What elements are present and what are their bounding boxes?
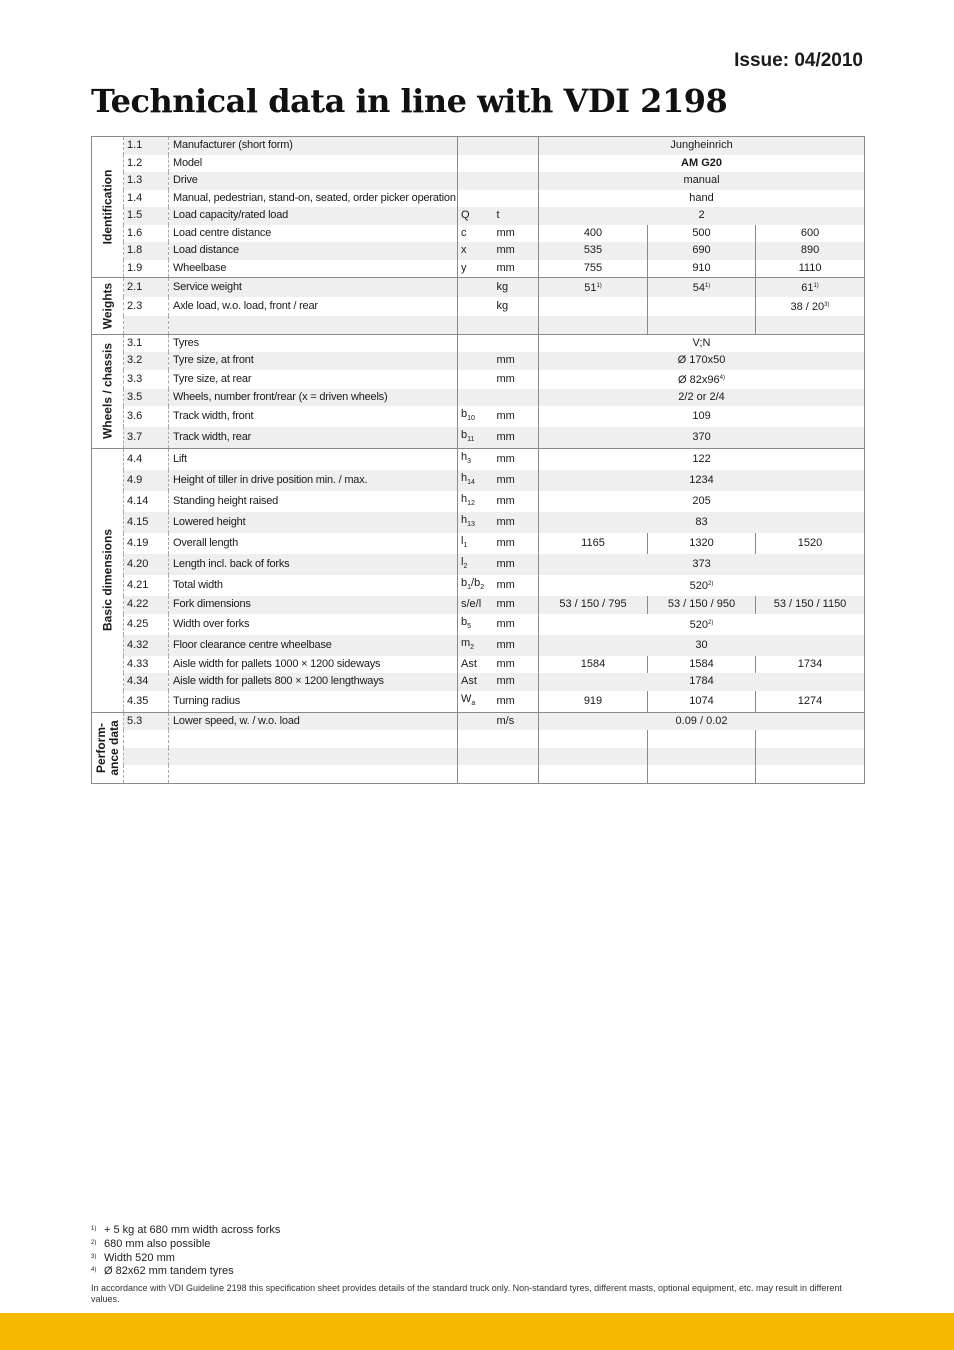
- row-description: Standing height raised: [169, 491, 458, 512]
- row-value: 910: [648, 260, 756, 278]
- table-row: [92, 554, 865, 575]
- row-value: [539, 748, 648, 766]
- footnote-ref: 4): [719, 374, 725, 381]
- row-description: Axle load, w.o. load, front / rear: [169, 297, 458, 316]
- disclaimer: In accordance with VDI Guideline 2198 this specification sheet provides details of the standard truck only. Non-standard tyres, different masts, optional equipment, etc. may result in different values.: [91, 1283, 842, 1305]
- row-number: 3.5: [124, 389, 169, 407]
- row-value: manual: [539, 172, 865, 190]
- footnote-ref: 2): [708, 619, 714, 626]
- brand-color-bar: [0, 1313, 954, 1350]
- table-row: [92, 370, 865, 389]
- footnote-mark: 2): [91, 1239, 97, 1246]
- table-row: [92, 656, 865, 674]
- row-value: V;N: [539, 334, 865, 352]
- row-symbol: [458, 334, 493, 352]
- row-unit: mm: [493, 635, 539, 656]
- row-value: 1320: [648, 533, 756, 554]
- row-symbol: [458, 316, 493, 334]
- row-unit: mm: [493, 449, 539, 471]
- table-row: [92, 575, 865, 596]
- row-unit: mm: [493, 242, 539, 260]
- row-value: 109: [692, 410, 711, 422]
- row-symbol: $h_{14}$: [458, 470, 493, 491]
- row-description: Aisle width for pallets 800 × 1200 lengthways: [169, 673, 458, 691]
- row-number: 1.5: [124, 207, 169, 225]
- row-value: hand: [689, 191, 714, 204]
- row-number: 4.19: [124, 533, 169, 554]
- row-number: 1.8: [124, 242, 169, 260]
- row-value: 1734: [797, 657, 823, 670]
- row-description: Lower speed, w. / w.o. load: [169, 712, 458, 730]
- table-row: [92, 712, 865, 730]
- table-row: [92, 730, 865, 748]
- row-value: 2: [539, 207, 865, 225]
- row-value: 83: [539, 512, 865, 533]
- row-symbol: c: [461, 226, 467, 239]
- row-description: Model: [169, 155, 458, 173]
- row-number: 4.22: [124, 596, 169, 614]
- row-number: 1.6: [124, 225, 169, 243]
- row-description: Wheels, number front/rear (x = driven wheels): [169, 389, 458, 407]
- footnote-ref: 1): [813, 283, 819, 289]
- table-row: [92, 207, 865, 225]
- footnote-ref: 2): [708, 581, 714, 587]
- row-description: Aisle width for pallets 1000 × 1200 sideways: [169, 656, 458, 674]
- group-label-cell: [92, 712, 124, 783]
- row-value: [539, 316, 648, 334]
- row-unit: t: [493, 207, 539, 225]
- row-number: 4.14: [124, 491, 169, 512]
- row-value: 51$^{1)}$: [539, 278, 648, 298]
- row-description: Wheelbase: [169, 260, 458, 278]
- row-number: 4.9: [124, 470, 169, 491]
- row-symbol: $h_{12}$: [461, 493, 475, 507]
- row-value: [756, 316, 865, 334]
- footnote: [91, 1224, 861, 1238]
- row-unit: mm: [493, 225, 539, 243]
- row-value: 30: [539, 635, 865, 656]
- row-number: [124, 730, 169, 748]
- row-unit: mm: [493, 512, 539, 533]
- row-description: Total width: [169, 575, 458, 596]
- row-unit: mm: [493, 352, 539, 370]
- symbol-subscript: 12: [467, 500, 475, 507]
- row-number: 4.15: [124, 512, 169, 533]
- group-label: Perform- ance data: [93, 719, 121, 776]
- table-row: [92, 614, 865, 635]
- spec-table: [91, 136, 865, 784]
- row-symbol: [458, 730, 493, 748]
- row-number: 4.25: [124, 614, 169, 635]
- row-value: 890: [756, 242, 865, 260]
- footnote-text: Ø 82x62 mm tandem tyres: [104, 1265, 234, 1278]
- row-symbol: Q: [458, 207, 493, 225]
- row-value: 500: [648, 225, 756, 243]
- row-number: 1.3: [124, 172, 169, 190]
- row-unit: mm: [493, 691, 539, 713]
- row-unit: mm: [493, 614, 539, 635]
- symbol-subscript: a: [471, 699, 476, 707]
- footnote-text: + 5 kg at 680 mm width across forks: [104, 1224, 281, 1236]
- footnote-text: Width 520 mm: [104, 1251, 175, 1264]
- row-symbol: x: [458, 242, 493, 260]
- symbol-subscript: 2: [463, 563, 468, 570]
- row-value: [648, 316, 756, 334]
- row-description: [169, 316, 458, 334]
- row-number: 2.3: [124, 297, 169, 316]
- row-value: 1584: [648, 656, 756, 674]
- row-value: Ø 82x96$^{4)}$: [678, 373, 725, 386]
- row-value: [539, 765, 648, 783]
- row-value: [756, 765, 865, 783]
- row-value: 373: [539, 554, 865, 575]
- row-unit: mm: [493, 427, 539, 449]
- row-number: 4.4: [124, 449, 169, 471]
- footnote-mark: 3): [91, 1253, 97, 1260]
- table-row: [92, 470, 865, 491]
- group-label-cell: [92, 334, 124, 449]
- row-description: Tyre size, at rear: [169, 370, 458, 389]
- row-value: 919: [539, 691, 648, 713]
- row-number: 5.3: [124, 712, 169, 730]
- row-unit: mm: [493, 656, 539, 674]
- row-symbol: Ast: [461, 657, 477, 670]
- group-label-cell: [92, 137, 124, 278]
- footnote: [91, 1265, 861, 1279]
- row-value: 205: [692, 495, 711, 507]
- table-row: [92, 334, 865, 352]
- table-row: [92, 406, 865, 427]
- row-description: Drive: [169, 172, 458, 190]
- row-value: [648, 297, 756, 316]
- row-symbol: $m_2$: [458, 635, 493, 656]
- row-value: 1784: [539, 673, 865, 691]
- footnote-mark: 4): [91, 1267, 97, 1274]
- row-symbol: [458, 712, 493, 730]
- row-unit: mm: [493, 470, 539, 491]
- symbol-subscript: 2: [480, 584, 485, 591]
- table-row: [92, 673, 865, 691]
- row-symbol: $b_{11}$: [458, 427, 493, 449]
- symbol-subscript: 2: [470, 643, 475, 651]
- row-value: 2/2 or 2/4: [539, 389, 865, 407]
- row-unit: mm: [493, 370, 539, 389]
- row-description: Load centre distance: [169, 225, 458, 243]
- row-number: 3.2: [124, 352, 169, 370]
- row-value: 600: [800, 226, 820, 239]
- row-value: 1584: [539, 656, 648, 674]
- row-value: AM G20: [681, 156, 722, 169]
- table-row: [92, 242, 865, 260]
- row-value: 1520: [797, 537, 823, 549]
- row-unit: [493, 730, 539, 748]
- row-value: 1234: [539, 470, 865, 491]
- row-symbol: $b_1/b_2$: [461, 577, 485, 591]
- table-row: [92, 765, 865, 783]
- row-symbol: [458, 190, 493, 208]
- row-unit: mm: [493, 575, 539, 596]
- row-value: 690: [648, 242, 756, 260]
- group-label: Basic dimensions: [100, 529, 114, 632]
- row-value: 1110: [756, 260, 865, 278]
- row-number: 3.6: [124, 406, 169, 427]
- row-description: [169, 730, 458, 748]
- table-row: [92, 190, 865, 208]
- row-symbol: [458, 352, 493, 370]
- row-description: [169, 765, 458, 783]
- row-unit: [493, 334, 539, 352]
- symbol-subscript: 13: [467, 521, 475, 528]
- row-unit: [493, 316, 539, 334]
- footnote: [91, 1238, 861, 1252]
- row-unit: [493, 748, 539, 766]
- row-value: [648, 765, 756, 783]
- row-value: 520$^{2)}$: [689, 580, 714, 592]
- group-label-cell: [92, 449, 124, 713]
- row-value: 0.09 / 0.02: [539, 712, 865, 730]
- footnote-ref: 1): [704, 283, 711, 289]
- row-unit: kg: [493, 297, 539, 316]
- footnote-ref: 3): [824, 302, 830, 308]
- table-row: [92, 512, 865, 533]
- row-description: Tyre size, at front: [169, 352, 458, 370]
- row-description: Length incl. back of forks: [169, 554, 458, 575]
- row-description: Manual, pedestrian, stand-on, seated, order picker operation: [169, 190, 458, 208]
- row-symbol: [458, 278, 493, 298]
- group-label-cell: [92, 278, 124, 335]
- row-number: 4.34: [124, 673, 169, 691]
- row-unit: m/s: [493, 712, 539, 730]
- row-description: Load distance: [169, 242, 458, 260]
- table-row: [92, 172, 865, 190]
- row-value: 1074: [648, 691, 756, 713]
- footnote-mark: 1): [91, 1226, 97, 1232]
- table-row: [92, 155, 865, 173]
- table-row: [92, 316, 865, 334]
- row-description: [169, 748, 458, 766]
- row-value: 520$^{2)}$: [689, 618, 714, 631]
- row-number: 4.33: [124, 656, 169, 674]
- row-number: 1.2: [124, 155, 169, 173]
- row-value: [756, 748, 865, 766]
- symbol-subscript: 3: [467, 458, 472, 465]
- row-value: 54$^{1)}$: [648, 278, 756, 298]
- issue-date: Issue: 04/2010: [734, 50, 863, 71]
- row-unit: [493, 190, 539, 208]
- row-description: Tyres: [169, 334, 458, 352]
- row-value: 370: [539, 427, 865, 449]
- table-row: [92, 635, 865, 656]
- row-unit: mm: [493, 554, 539, 575]
- row-description: Service weight: [169, 278, 458, 298]
- row-description: Track width, rear: [169, 427, 458, 449]
- row-symbol: $h_{13}$: [458, 512, 493, 533]
- table-row: [92, 278, 865, 298]
- row-symbol: Ast: [458, 673, 493, 691]
- row-value: 400: [539, 225, 648, 243]
- row-value: 61$^{1)}$: [756, 278, 865, 298]
- row-value: [756, 730, 865, 748]
- row-value: Ø 170x50: [539, 352, 865, 370]
- row-value: 755: [539, 260, 648, 278]
- row-value: 535: [539, 242, 648, 260]
- row-number: 3.7: [124, 427, 169, 449]
- row-value: [539, 297, 648, 316]
- row-symbol: $l_1$: [461, 535, 468, 549]
- row-number: 3.3: [124, 370, 169, 389]
- symbol-subscript: 1: [467, 584, 472, 591]
- row-description: Lowered height: [169, 512, 458, 533]
- symbol-subscript: 11: [467, 436, 475, 443]
- row-symbol: s/e/l: [458, 596, 493, 614]
- row-description: Floor clearance centre wheelbase: [169, 635, 458, 656]
- row-value: [648, 730, 756, 748]
- row-value: 1274: [756, 691, 865, 713]
- row-value: 53 / 150 / 1150: [756, 596, 865, 614]
- row-value: 53 / 150 / 950: [648, 596, 756, 614]
- row-symbol: y: [458, 260, 493, 278]
- row-description: Lift: [169, 449, 458, 471]
- row-unit: mm: [493, 491, 539, 512]
- symbol-subscript: 5: [467, 622, 472, 630]
- row-symbol: $b_{10}$: [461, 408, 475, 422]
- table-row: [92, 691, 865, 713]
- table-row: [92, 748, 865, 766]
- row-number: 4.32: [124, 635, 169, 656]
- row-value: 1165: [539, 533, 648, 554]
- row-symbol: [458, 765, 493, 783]
- row-number: 1.9: [124, 260, 169, 278]
- table-row: [92, 491, 865, 512]
- row-unit: kg: [493, 278, 539, 298]
- row-description: Fork dimensions: [169, 596, 458, 614]
- table-row: [92, 297, 865, 316]
- table-row: [92, 260, 865, 278]
- row-description: Turning radius: [169, 691, 458, 713]
- row-unit: mm: [493, 406, 539, 427]
- row-symbol: [458, 389, 493, 407]
- table-row: [92, 389, 865, 407]
- row-value: Jungheinrich: [539, 137, 865, 155]
- table-row: [92, 137, 865, 155]
- row-description: Load capacity/rated load: [169, 207, 458, 225]
- table-row: [92, 533, 865, 554]
- row-description: Track width, front: [169, 406, 458, 427]
- row-unit: mm: [493, 533, 539, 554]
- footnotes: [91, 1224, 861, 1305]
- row-number: [124, 316, 169, 334]
- footnote-text: 680 mm also possible: [104, 1237, 211, 1250]
- row-symbol: $b_5$: [461, 615, 472, 630]
- row-symbol: [458, 297, 493, 316]
- row-description: Width over forks: [169, 614, 458, 635]
- row-number: 2.1: [124, 278, 169, 298]
- row-symbol: $h_3$: [458, 449, 493, 471]
- row-unit: [493, 172, 539, 190]
- symbol-subscript: 10: [467, 415, 475, 422]
- row-unit: [493, 389, 539, 407]
- group-label: Weights: [100, 282, 114, 329]
- row-number: [124, 765, 169, 783]
- table-row: [92, 352, 865, 370]
- row-unit: mm: [493, 673, 539, 691]
- row-value: [539, 730, 648, 748]
- row-number: 1.1: [124, 137, 169, 155]
- table-row: [92, 449, 865, 471]
- symbol-subscript: 1: [463, 542, 468, 549]
- row-number: 4.20: [124, 554, 169, 575]
- table-row: [92, 427, 865, 449]
- row-description: Manufacturer (short form): [169, 137, 458, 155]
- row-unit: mm: [493, 596, 539, 614]
- row-description: Overall length: [169, 533, 458, 554]
- row-symbol: $l_2$: [458, 554, 493, 575]
- page-title: Technical data in line with VDI 2198: [91, 82, 728, 120]
- row-value: 122: [539, 449, 865, 471]
- row-value: [648, 748, 756, 766]
- row-value: 38 / 20$^{3)}$: [790, 301, 830, 313]
- row-symbol: [458, 137, 493, 155]
- row-value: 53 / 150 / 795: [539, 596, 648, 614]
- row-symbol: [458, 748, 493, 766]
- row-number: 4.35: [124, 691, 169, 713]
- row-symbol: [458, 370, 493, 389]
- row-number: 1.4: [124, 190, 169, 208]
- row-symbol: [458, 155, 493, 173]
- table-row: [92, 225, 865, 243]
- row-unit: mm: [493, 260, 539, 278]
- footnote-ref: 1): [596, 283, 602, 289]
- row-number: 4.21: [124, 575, 169, 596]
- footnote: [91, 1252, 861, 1266]
- row-unit: [493, 137, 539, 155]
- row-symbol: $W_a$: [458, 691, 493, 713]
- row-number: 3.1: [124, 334, 169, 352]
- row-unit: [493, 155, 539, 173]
- row-number: [124, 748, 169, 766]
- group-label: Identification: [100, 169, 114, 245]
- row-description: Height of tiller in drive position min. / max.: [169, 470, 458, 491]
- row-symbol: [458, 172, 493, 190]
- group-label: Wheels / chassis: [100, 343, 114, 440]
- symbol-subscript: 14: [467, 479, 475, 486]
- row-unit: [493, 765, 539, 783]
- table-row: [92, 596, 865, 614]
